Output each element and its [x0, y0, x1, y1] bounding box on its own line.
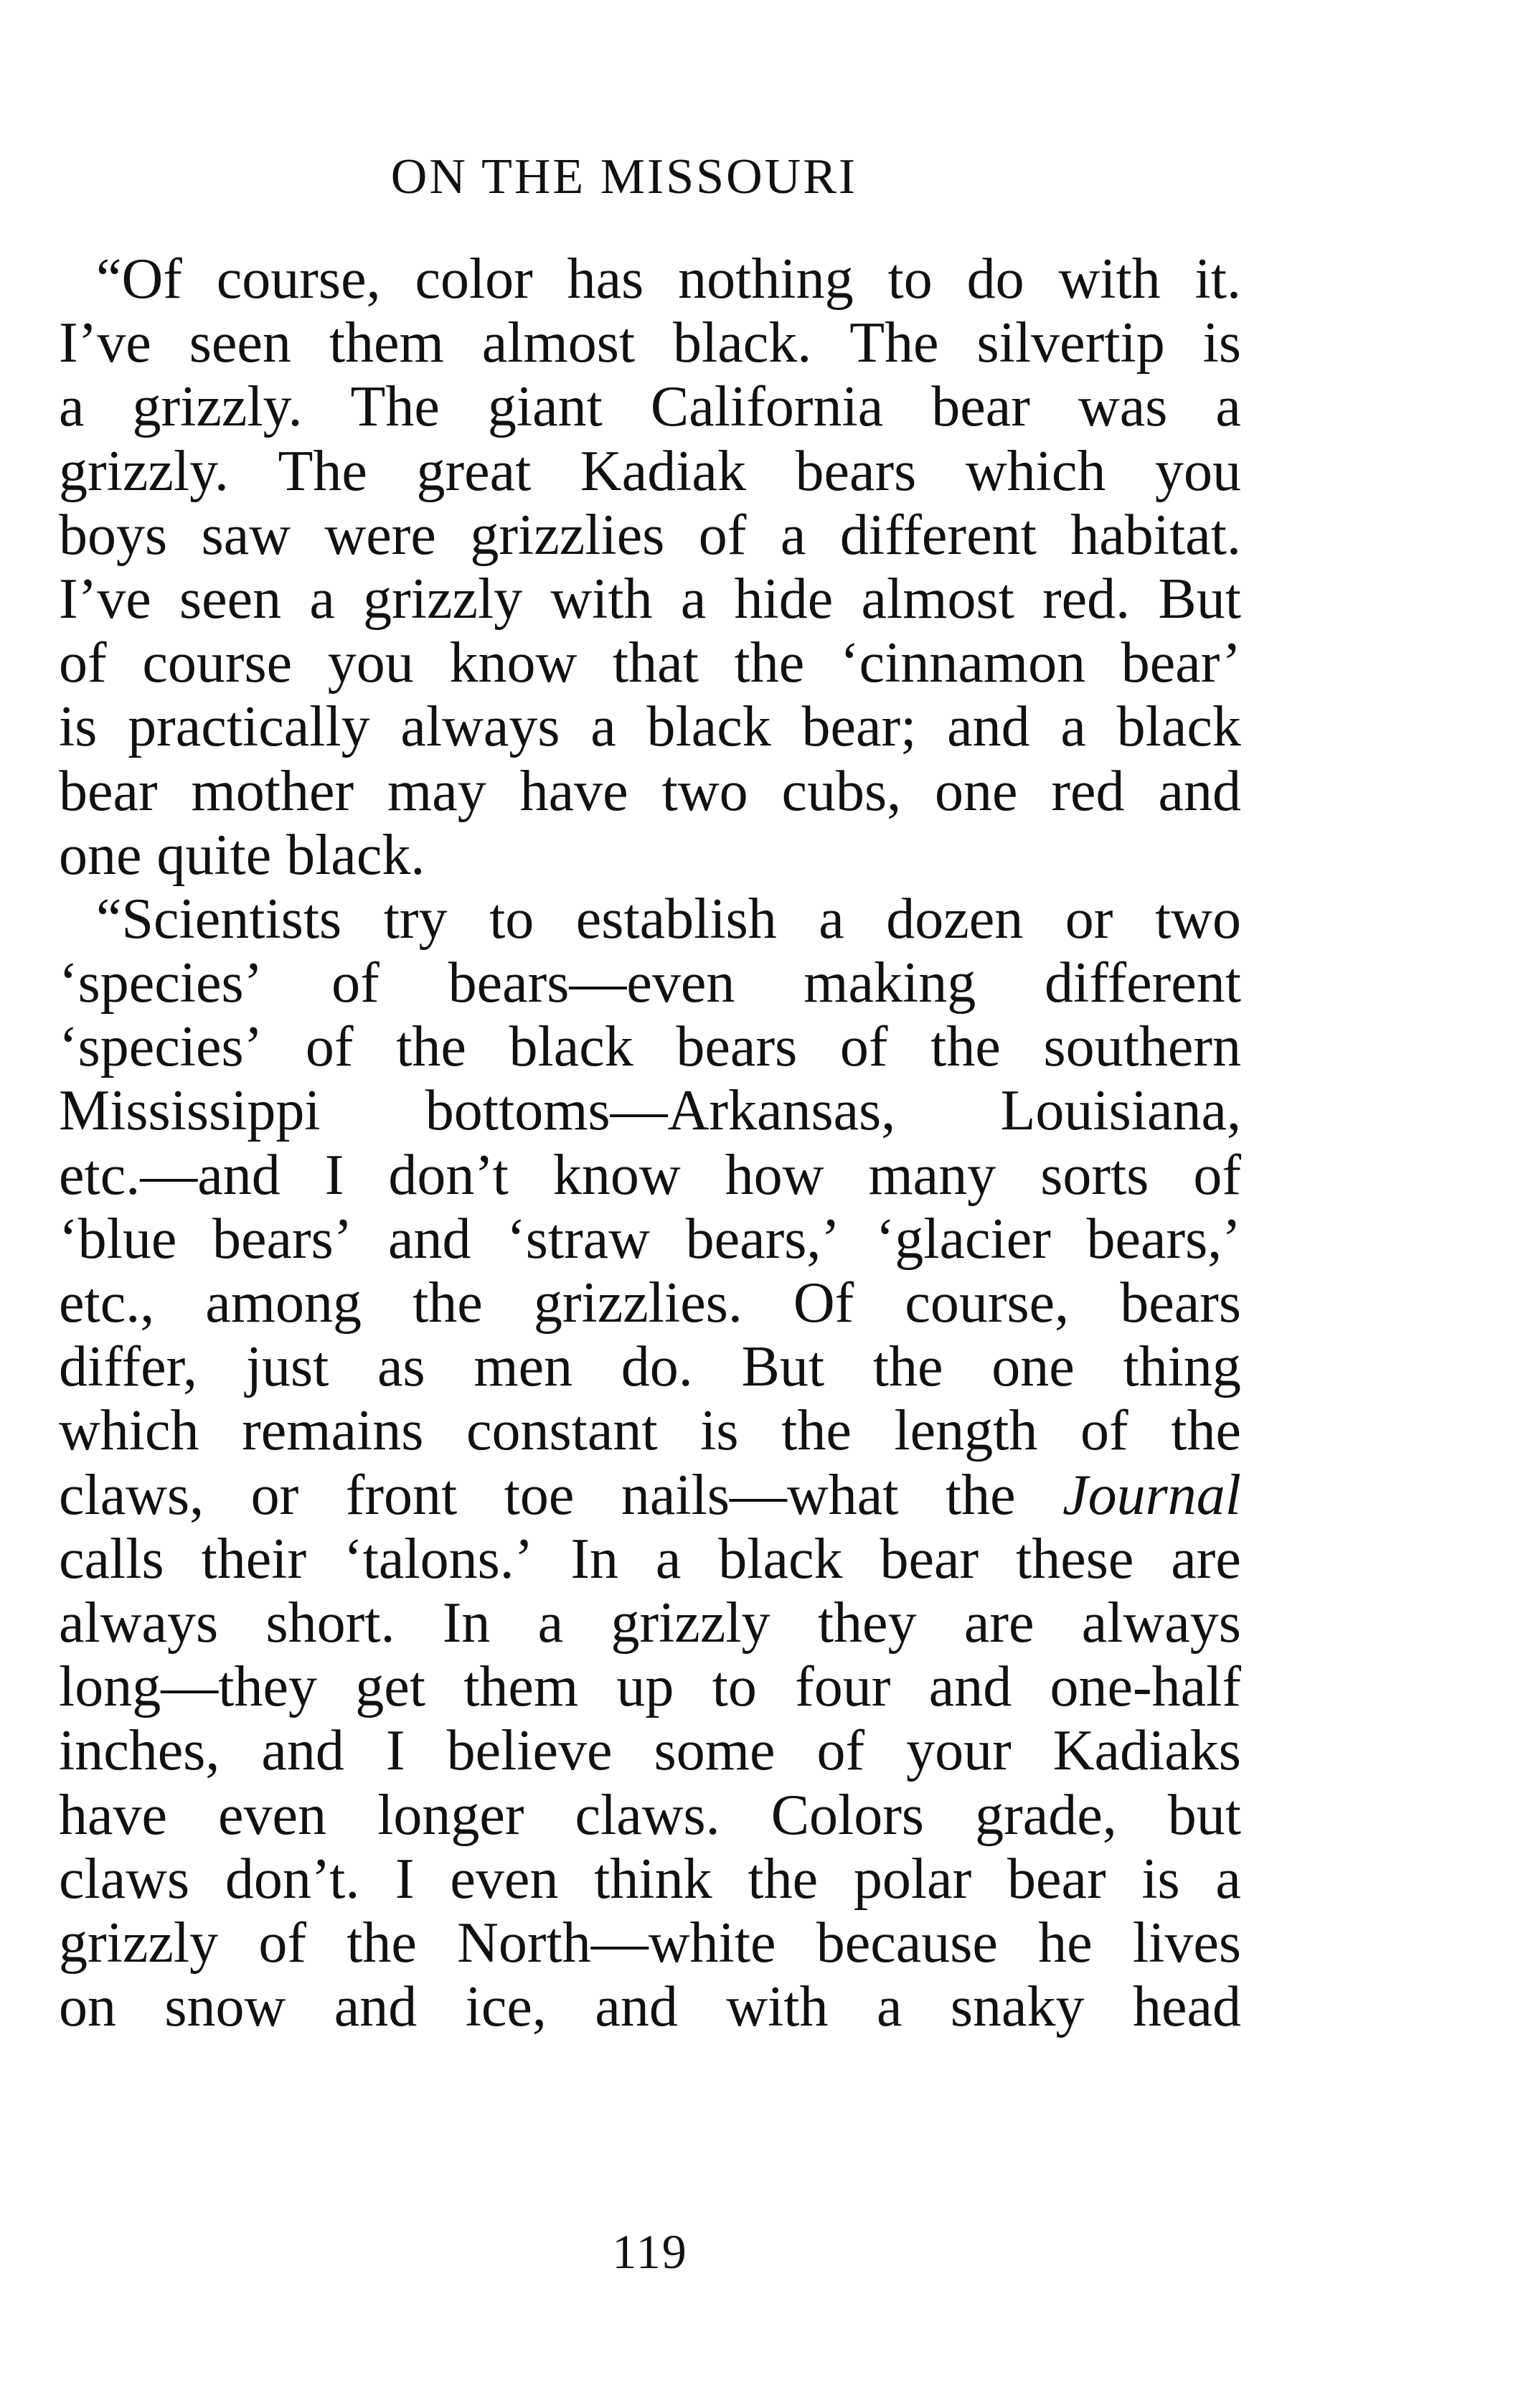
word: bear: [931, 375, 1030, 439]
word: to: [712, 1655, 757, 1719]
word: differ,: [59, 1335, 198, 1399]
word: a: [1060, 695, 1086, 759]
word: grizzlies: [470, 503, 665, 567]
word: different: [839, 503, 1037, 567]
word: sorts: [1040, 1143, 1149, 1207]
word: them: [463, 1655, 579, 1719]
word: them: [329, 311, 444, 375]
word: But: [1158, 567, 1241, 631]
word: “Of: [96, 248, 182, 311]
word: snaky: [950, 1975, 1085, 2039]
word: black: [509, 1015, 633, 1079]
word: different: [1045, 951, 1241, 1015]
word: nothing: [678, 248, 854, 311]
word: course,: [905, 1271, 1070, 1335]
word: were: [324, 503, 436, 567]
word: try: [383, 887, 448, 951]
word: the: [945, 1463, 1016, 1527]
word: some: [654, 1719, 776, 1783]
text-line: [59, 1911, 1241, 1975]
word: I: [395, 1847, 415, 1911]
word: bears,’: [685, 1207, 841, 1271]
word: bears—even: [448, 951, 735, 1015]
word: saw: [201, 503, 291, 567]
word: claws: [59, 1847, 190, 1911]
word: making: [803, 951, 976, 1015]
word: bears,’: [1086, 1207, 1241, 1271]
word: grizzly: [611, 1591, 770, 1655]
word: and: [595, 1975, 678, 2039]
word: the: [748, 1847, 819, 1911]
word: many: [868, 1143, 996, 1207]
word: just: [245, 1335, 329, 1399]
word: which: [59, 1399, 199, 1463]
word: they: [817, 1591, 917, 1655]
text-line: [59, 695, 1241, 759]
word: four: [795, 1655, 891, 1719]
word: short.: [265, 1591, 395, 1655]
word: the: [872, 1335, 943, 1399]
word: In: [570, 1527, 618, 1591]
text-line: [59, 1335, 1241, 1399]
text-line: [59, 824, 1241, 888]
word: habitat.: [1070, 503, 1241, 567]
word: know: [449, 631, 578, 695]
word: bear: [1007, 1847, 1106, 1911]
text-line: [59, 631, 1241, 695]
word: is: [700, 1399, 739, 1463]
word: don’t: [388, 1143, 509, 1207]
word: of: [1080, 1399, 1128, 1463]
word: of: [839, 1015, 888, 1079]
word: the: [734, 631, 805, 695]
word: but: [1167, 1783, 1241, 1847]
text-line: [59, 1848, 1241, 1911]
word: Journal: [1062, 1463, 1241, 1527]
word: your: [906, 1719, 1012, 1783]
word: claws.: [575, 1783, 720, 1847]
word: a: [1215, 1847, 1241, 1911]
word: of: [59, 631, 107, 695]
word: Louisiana,: [1000, 1079, 1241, 1143]
word: mother: [191, 759, 354, 823]
word: ‘cinnamon: [839, 631, 1086, 695]
word: two: [1154, 887, 1241, 951]
word: one: [935, 759, 1018, 823]
text-line: [59, 888, 1241, 951]
word: which: [965, 439, 1106, 503]
word: black.: [286, 823, 425, 887]
word: even: [218, 1783, 327, 1847]
word: a: [876, 1975, 902, 2039]
word: almost: [481, 311, 636, 375]
word: and: [388, 1207, 471, 1271]
word: grizzly: [363, 567, 523, 631]
word: and: [261, 1719, 344, 1783]
word: bear’: [1121, 631, 1241, 695]
word: a: [680, 567, 707, 631]
word: course: [142, 631, 293, 695]
word: the: [781, 1399, 852, 1463]
word: practically: [128, 695, 370, 759]
word: ‘talons.’: [344, 1527, 534, 1591]
word: a: [59, 375, 85, 439]
word: The: [350, 375, 440, 439]
word: and: [947, 695, 1030, 759]
word: dozen: [886, 887, 1024, 951]
word: seen: [189, 311, 291, 375]
word: these: [1016, 1527, 1134, 1591]
text-line: [59, 1975, 1241, 2039]
word: up: [616, 1655, 674, 1719]
word: bear: [59, 759, 158, 823]
text-line: [59, 504, 1241, 568]
word: is: [1141, 1847, 1180, 1911]
word: a: [655, 1527, 682, 1591]
word: Colors: [770, 1783, 925, 1847]
word: and: [1158, 759, 1241, 823]
word: know: [552, 1143, 681, 1207]
word: toe: [504, 1463, 575, 1527]
word: southern: [1043, 1015, 1241, 1079]
word: hide: [734, 567, 834, 631]
word: with: [1058, 248, 1161, 311]
word: is: [1202, 311, 1241, 375]
word: California: [650, 375, 884, 439]
page-number: 119: [612, 2224, 688, 2279]
text-line: [59, 1591, 1241, 1655]
word: bears: [795, 439, 917, 503]
word: black: [1116, 695, 1241, 759]
word: the: [396, 1015, 466, 1079]
word: bear;: [801, 695, 917, 759]
word: black: [718, 1527, 843, 1591]
word: bear: [880, 1527, 979, 1591]
word: ‘straw: [506, 1207, 651, 1271]
word: of: [331, 951, 380, 1015]
word: and: [334, 1975, 418, 2039]
word: course,: [216, 248, 381, 311]
word: get: [355, 1655, 425, 1719]
text-line: [59, 1464, 1241, 1528]
text-line: [59, 1271, 1241, 1335]
word: is: [59, 695, 98, 759]
word: etc.—and: [59, 1143, 281, 1207]
word: giant: [487, 375, 603, 439]
word: I: [385, 1719, 405, 1783]
word: the: [413, 1271, 483, 1335]
word: red: [1051, 759, 1125, 823]
word: may: [387, 759, 486, 823]
word: among: [205, 1271, 362, 1335]
word: bears’: [212, 1207, 353, 1271]
text-line: [59, 1079, 1241, 1143]
word: grade,: [975, 1783, 1117, 1847]
word: he: [1038, 1911, 1093, 1975]
word: long—they: [59, 1655, 317, 1719]
word: a: [1215, 375, 1241, 439]
word: a: [309, 567, 335, 631]
word: one: [991, 1335, 1075, 1399]
word: how: [725, 1143, 824, 1207]
word: great: [416, 439, 532, 503]
word: are: [1171, 1527, 1241, 1591]
text-line: [59, 1528, 1241, 1591]
word: of: [698, 503, 747, 567]
word: and: [928, 1655, 1012, 1719]
word: North—white: [457, 1911, 776, 1975]
word: nails—what: [621, 1463, 899, 1527]
word: you: [327, 631, 414, 695]
word: believe: [446, 1719, 613, 1783]
word: think: [594, 1847, 712, 1911]
text-line: [59, 568, 1241, 631]
word: one-half: [1050, 1655, 1241, 1719]
word: The: [849, 311, 939, 375]
word: color: [415, 248, 533, 311]
word: are: [963, 1591, 1034, 1655]
word: ice,: [465, 1975, 547, 2039]
text-line: [59, 1784, 1241, 1848]
word: snow: [164, 1975, 286, 2039]
word: the: [1171, 1399, 1241, 1463]
word: to: [489, 887, 534, 951]
word: because: [816, 1911, 998, 1975]
word: claws,: [59, 1463, 204, 1527]
word: to: [887, 248, 933, 311]
word: or: [1065, 887, 1113, 951]
word: ‘glacier: [875, 1207, 1051, 1271]
word: constant: [466, 1399, 658, 1463]
word: even: [450, 1847, 559, 1911]
word: Of: [793, 1271, 854, 1335]
word: I’ve: [59, 311, 151, 375]
word: longer: [377, 1783, 524, 1847]
word: front: [345, 1463, 458, 1527]
word: as: [377, 1335, 425, 1399]
word: with: [726, 1975, 829, 2039]
text-line: [59, 951, 1241, 1015]
text-line: [59, 1144, 1241, 1208]
word: on: [59, 1975, 116, 2039]
word: quite: [156, 823, 272, 887]
text-line: [59, 248, 1241, 311]
word: remains: [242, 1399, 424, 1463]
word: Kadiaks: [1052, 1719, 1241, 1783]
word: I’ve: [59, 567, 151, 631]
word: polar: [853, 1847, 972, 1911]
word: calls: [59, 1527, 164, 1591]
word: ‘species’: [59, 951, 263, 1015]
word: establish: [575, 887, 777, 951]
running-head: ON THE MISSOURI: [390, 149, 858, 204]
word: have: [519, 759, 628, 823]
word: a: [590, 695, 616, 759]
text-line: [59, 760, 1241, 824]
word: black.: [673, 311, 812, 375]
word: almost: [861, 567, 1014, 631]
word: In: [442, 1591, 491, 1655]
word: inches,: [59, 1719, 220, 1783]
word: always: [400, 695, 560, 759]
word: lives: [1132, 1911, 1241, 1975]
word: cubs,: [781, 759, 902, 823]
word: ‘species’: [59, 1015, 263, 1079]
word: grizzly: [59, 1911, 219, 1975]
text-line: [59, 440, 1241, 504]
word: or: [250, 1463, 299, 1527]
text-line: [59, 375, 1241, 439]
word: of: [305, 1015, 354, 1079]
word: head: [1132, 1975, 1241, 2039]
word: “Scientists: [96, 887, 342, 951]
word: always: [1081, 1591, 1241, 1655]
word: two: [661, 759, 748, 823]
word: with: [550, 567, 653, 631]
word: a: [537, 1591, 564, 1655]
word: a: [780, 503, 806, 567]
word: has: [567, 248, 644, 311]
word: bears: [1120, 1271, 1241, 1335]
word: boys: [59, 503, 168, 567]
word: always: [59, 1591, 219, 1655]
word: grizzly.: [132, 375, 303, 439]
word: their: [201, 1527, 307, 1591]
word: etc.,: [59, 1271, 155, 1335]
word: thing: [1123, 1335, 1241, 1399]
word: grizzly.: [59, 439, 229, 503]
text-line: [59, 1719, 1241, 1783]
text-line: [59, 1015, 1241, 1079]
word: of: [816, 1719, 865, 1783]
text-line: [59, 1208, 1241, 1271]
word: bottoms—Arkansas,: [425, 1079, 896, 1143]
word: have: [59, 1783, 168, 1847]
word: one: [59, 823, 142, 887]
word: grizzlies.: [533, 1271, 743, 1335]
word: the: [930, 1015, 1001, 1079]
word: red.: [1042, 567, 1131, 631]
word: The: [278, 439, 367, 503]
text-line: [59, 1655, 1241, 1719]
word: Kadiak: [580, 439, 746, 503]
word: was: [1078, 375, 1168, 439]
word: length: [894, 1399, 1038, 1463]
word: seen: [179, 567, 282, 631]
word: of: [1193, 1143, 1241, 1207]
word: But: [741, 1335, 825, 1399]
word: do: [966, 248, 1024, 311]
word: Mississippi: [59, 1079, 321, 1143]
word: I: [324, 1143, 344, 1207]
word: don’t.: [225, 1847, 360, 1911]
word: the: [347, 1911, 417, 1975]
word: that: [612, 631, 699, 695]
text-line: [59, 311, 1241, 375]
word: bears: [676, 1015, 798, 1079]
word: men: [473, 1335, 573, 1399]
word: black: [646, 695, 771, 759]
word: it.: [1194, 248, 1241, 311]
word: do.: [621, 1335, 693, 1399]
word: a: [819, 887, 844, 951]
word: you: [1154, 439, 1241, 503]
word: of: [258, 1911, 306, 1975]
text-line: [59, 1399, 1241, 1463]
word: ‘blue: [59, 1207, 177, 1271]
body-text: [59, 248, 1241, 2039]
word: silvertip: [976, 311, 1165, 375]
